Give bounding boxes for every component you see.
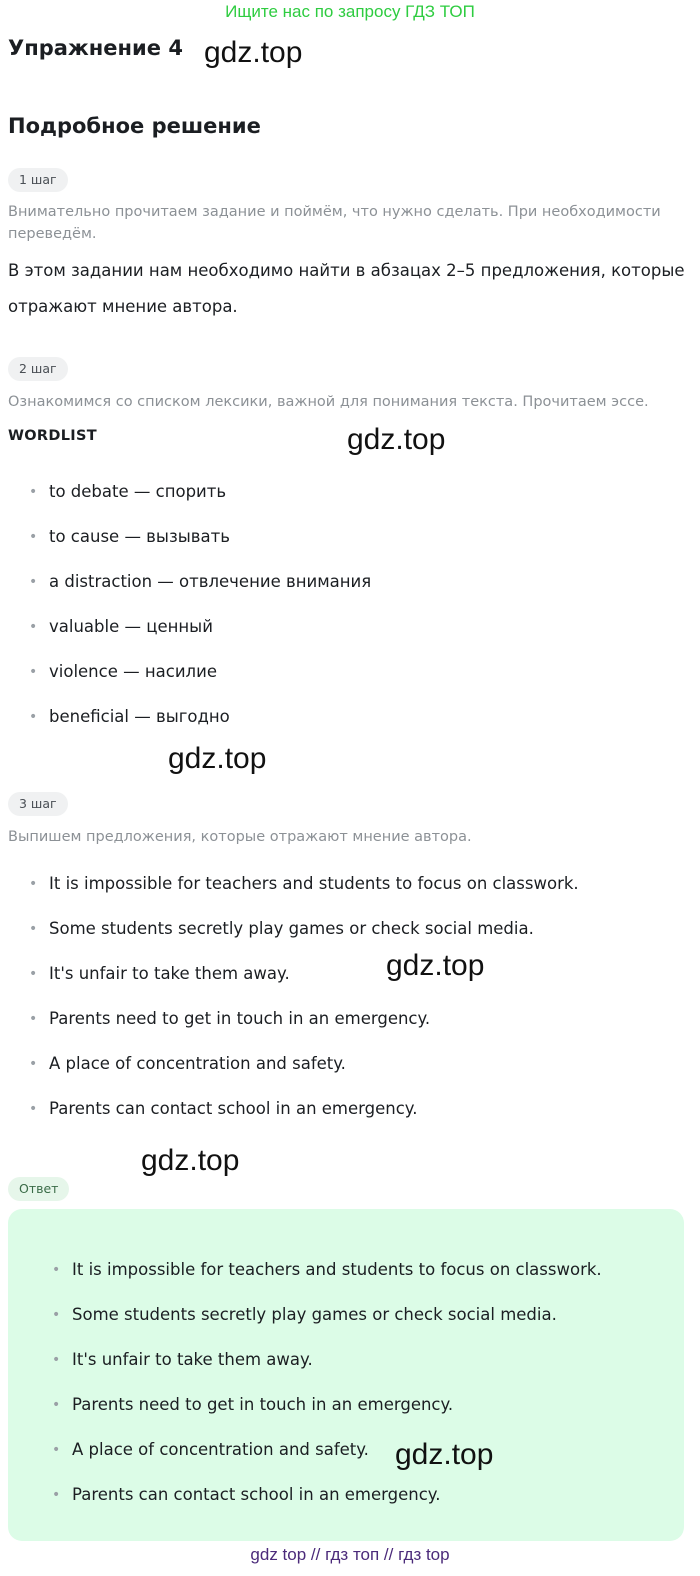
list-item: • Parents need to get in touch in an emergency. — [49, 1008, 679, 1053]
step-3-hint: Выпишем предложения, которые отражают мнение автора. — [8, 829, 472, 845]
step-1-text: В этом задании нам необходимо найти в абзацах 2–5 предложения, которые отражают мнение автора. — [8, 261, 685, 316]
list-item: • It's unfair to take them away. — [49, 963, 679, 1008]
list-item: • Parents can contact school in an emergency. — [49, 1098, 679, 1143]
footer-links[interactable]: gdz top // гдз топ // гдз top — [250, 1545, 450, 1564]
step-1-hint: Внимательно прочитаем задание и поймём, что нужно сделать. При необходимости переведём. — [8, 204, 661, 242]
watermark: gdz.top — [395, 1438, 494, 1471]
page-title: Упражнение 4 — [8, 36, 183, 60]
list-item: • violence — насилие — [49, 661, 669, 706]
step-1-badge: 1 шаг — [8, 168, 68, 192]
list-item: • It's unfair to take them away. — [72, 1349, 672, 1394]
author-opinion-list — [49, 873, 679, 1143]
list-item: • to debate — спорить — [49, 481, 669, 526]
wordlist-title: WORDLIST — [8, 428, 97, 444]
list-item: • It is impossible for teachers and students to focus on classwork. — [49, 873, 679, 918]
solution-heading: Подробное решение — [8, 114, 261, 138]
list-item: • valuable — ценный — [49, 616, 669, 661]
list-item: • a distraction — отвлечение внимания — [49, 571, 669, 616]
list-item: • Some students secretly play games or check social media. — [72, 1304, 672, 1349]
watermark: gdz.top — [168, 742, 267, 775]
list-item: • A place of concentration and safety. — [72, 1439, 672, 1484]
list-item: • Parents need to get in touch in an emergency. — [72, 1394, 672, 1439]
watermark: gdz.top — [347, 423, 446, 456]
list-item: • beneficial — выгодно — [49, 706, 669, 751]
list-item: • Parents can contact school in an emergency. — [72, 1484, 672, 1529]
step-3-badge: 3 шаг — [8, 792, 68, 816]
list-item: • to cause — вызывать — [49, 526, 669, 571]
watermark: gdz.top — [386, 949, 485, 982]
step-2-hint: Ознакомимся со списком лексики, важной для понимания текста. Прочитаем эссе. — [8, 394, 649, 410]
watermark: gdz.top — [204, 36, 303, 69]
top-banner[interactable]: Ищите нас по запросу ГДЗ ТОП — [225, 2, 475, 21]
answer-badge: Ответ — [8, 1177, 69, 1201]
step-2-badge: 2 шаг — [8, 357, 68, 381]
list-item: • A place of concentration and safety. — [49, 1053, 679, 1098]
wordlist — [49, 481, 669, 751]
list-item: • It is impossible for teachers and students to focus on classwork. — [72, 1259, 672, 1304]
list-item: • Some students secretly play games or check social media. — [49, 918, 679, 963]
answer-list — [72, 1259, 672, 1529]
watermark: gdz.top — [141, 1144, 240, 1177]
